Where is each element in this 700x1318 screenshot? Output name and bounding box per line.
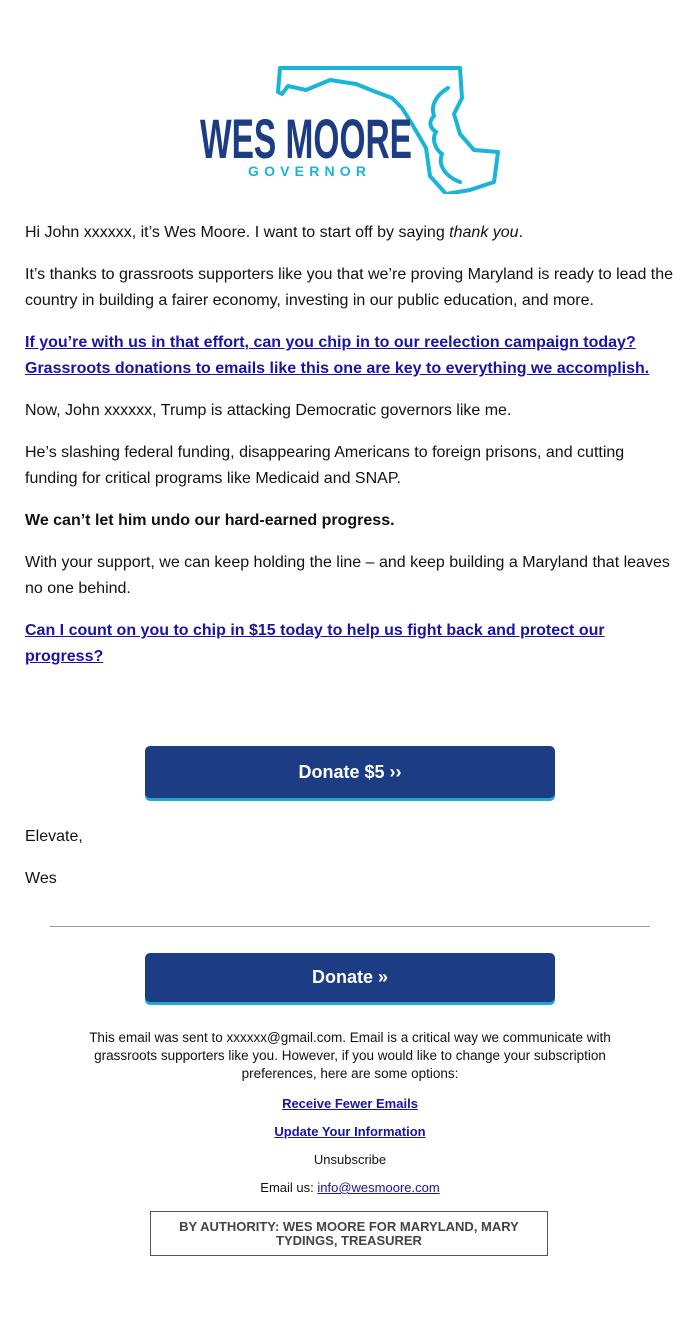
greeting: Hi John xxxxxx, it’s Wes Moore. I want to start off by saying thank you. [25,224,524,241]
bold-statement: We can’t let him undo our hard-earned progress. [25,512,395,529]
footer-notice: This email was sent to xxxxxx@gmail.com. Email is a critical way we communicate with grassroots supporters like you. However, if you would like to change your subscription preferences, here are some options: [89,1030,611,1081]
receive-fewer-emails-link[interactable]: Receive Fewer Emails [282,1096,418,1111]
logo-subtitle: GOVERNOR [248,163,366,179]
wes-moore-governor-logo [198,64,502,194]
authority-text: BY AUTHORITY: WES MOORE FOR MARYLAND, MARY TYDINGS, TREASURER [179,1218,519,1248]
unsubscribe-link[interactable]: Unsubscribe [313,1152,387,1167]
paragraph-1: It’s thanks to grassroots supporters like you that we’re proving Maryland is ready to lead the country in building a fairer economy, investing in our public education, and more. [25,266,674,309]
thank-you-italic: thank you [449,224,519,241]
email-body [25,220,677,686]
paragraph-3: He’s slashing federal funding, disappearing Americans to foreign prisons, and cutting funding for critical programs like Medicaid and SNAP. [25,444,625,487]
paragraph-2: Now, John xxxxxx, Trump is attacking Democratic governors like me. [25,402,512,419]
email-address-link[interactable]: info@wesmoore.com [317,1180,440,1195]
cta-paragraph-2 [25,618,677,670]
signoff: Elevate, [25,828,83,845]
chip-in-reelection-link[interactable]: If you’re with us in that effort, can you chip in to our reelection campaign today? Grassroots donations to emails like this one are key to everything we accomplish. [25,334,650,377]
divider [50,926,650,927]
signature: Wes [25,870,57,887]
donate-5-button[interactable]: Donate $5 ›› [145,746,555,798]
logo-name: WES MOORE [200,107,412,170]
paid-for-by-box [150,1211,548,1256]
update-information-link[interactable]: Update Your Information [274,1124,426,1139]
face-silhouette-icon [430,88,460,182]
paragraph-4: With your support, we can keep holding the line – and keep building a Maryland that leaves no one behind. [25,554,670,597]
chip-in-15-link[interactable]: Can I count on you to chip in $15 today to help us fight back and protect our progress? [25,622,605,665]
email-us-row [0,1180,700,1195]
donate-button[interactable]: Donate » [145,953,555,1002]
update-information-row [0,1124,700,1139]
email-us-label: Email us: [260,1180,314,1195]
receive-fewer-emails-row [0,1096,700,1111]
cta-paragraph-1 [25,330,677,382]
